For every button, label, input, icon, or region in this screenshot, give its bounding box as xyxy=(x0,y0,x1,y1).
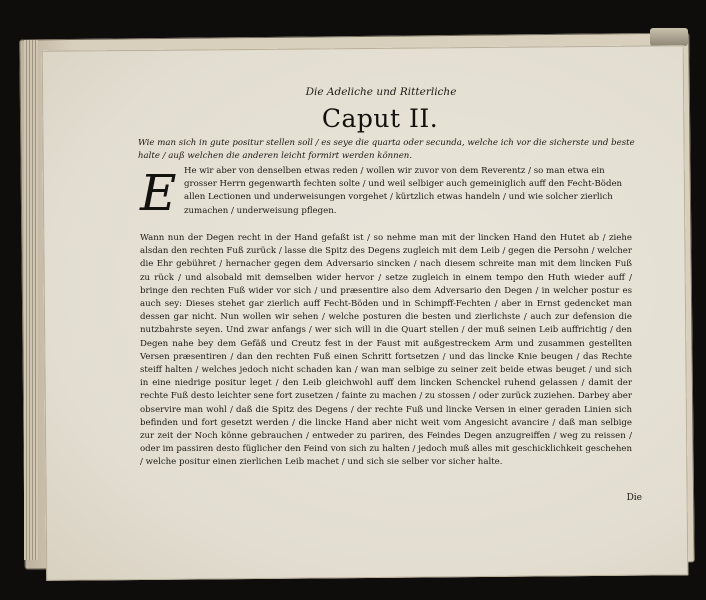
lead-paragraph: He wir aber von denselben etwas reden / wollen wir zuvor von dem Reverentz / so man etwa ein grosser Herrn gegenwarth fechten solte / und weil selbiger auch gemeiniglich auff den Fecht-Böden allen Lectionen und underweisungen vorgehet / kürtzlich etwas handeln / und wie solcher zierlich zumachen / underweisung pflegen. xyxy=(184,166,623,216)
chapter-summary: Wie man sich in gute positur stellen soll / es seye die quarta oder secunda, welche ich vor die sicherste und beste halte / auß welchen die anderen leicht formirt werden können. xyxy=(138,138,635,161)
body-paragraph: Wann nun der Degen recht in der Hand gefaßt ist / so nehme man mit der lincken Hand den Hutet ab / ziehe alsdan den rechten Fuß zurück / lasse die Spitz des Degens zugleich mit dem Leib / gegen die Persohn / welcher die Ehr gebühret / hernacher gegen dem Adversario sincken / nach diesem schreite man mit dem lincken Fuß zu rück / und alsobald mit demselben wider hervor / setze zugleich in einem tempo den Huth wieder auff / bringe den rechten Fuß wider vor sich / und præsentire also dem Adversario den Degen / in welcher postur es auch sey: Dieses stehet gar zierlich auff Fecht-Böden und in Schimpff-Fechten / aber in Ernst gedencket man dessen gar nicht. Nun wollen wir sehen / welche posturen die besten und zierlichste / auch zur defension die nutzbahrste seyen. Und zwar anfangs / wer sich will in die Quart stellen / der muß seinen Leib auffrichtig / den Degen nahe bey dem Gefäß und Creutz fest in der Faust mit außgestreckem Arm und zusammen gestellten Versen præsentiren / dan den rechten Fuß einen Schritt fortsetzen / und das lincke Knie beugen / das Rechte steiff halten / welches jedoch nicht schaden kan / wan man selbige zu seiner zeit beide etwas beuget / und sich in eine niedrige positur leget / den Leib gleichwohl auff dem lincken Schenckel ruhend gelassen / damit der rechte Fuß desto leichter sene fort zusetzen / fainte zu machen / zu stossen / oder zurück zuziehen. Darbey aber observire man wohl / daß die Spitz des Degens / der rechte Fuß und lincke Versen in einer geraden Linien sich befinden und fort gesetzt werden / die lincke Hand aber nicht weit vom Angesicht avancire / daß man selbige zur zeit der Noch könne gebrauchen / entweder zu pariren, des Feindes Degen anzugreiffen / weg zu reissen / oder im passiren desto füglicher den Feind von sich zu halten / jedoch muß alles mit geschicklichkeit geschehen / welche positur einen zierlichen Leib machet / und sich sie selber vor sicher halte. xyxy=(140,233,632,468)
catchword: Die xyxy=(626,493,642,503)
running-head: Die Adeliche und Ritterliche xyxy=(305,86,457,98)
chapter-title: Caput II. xyxy=(321,104,439,133)
decorated-initial: E xyxy=(140,164,177,222)
book-clasp xyxy=(650,28,688,46)
page-edge-lines xyxy=(24,40,38,560)
